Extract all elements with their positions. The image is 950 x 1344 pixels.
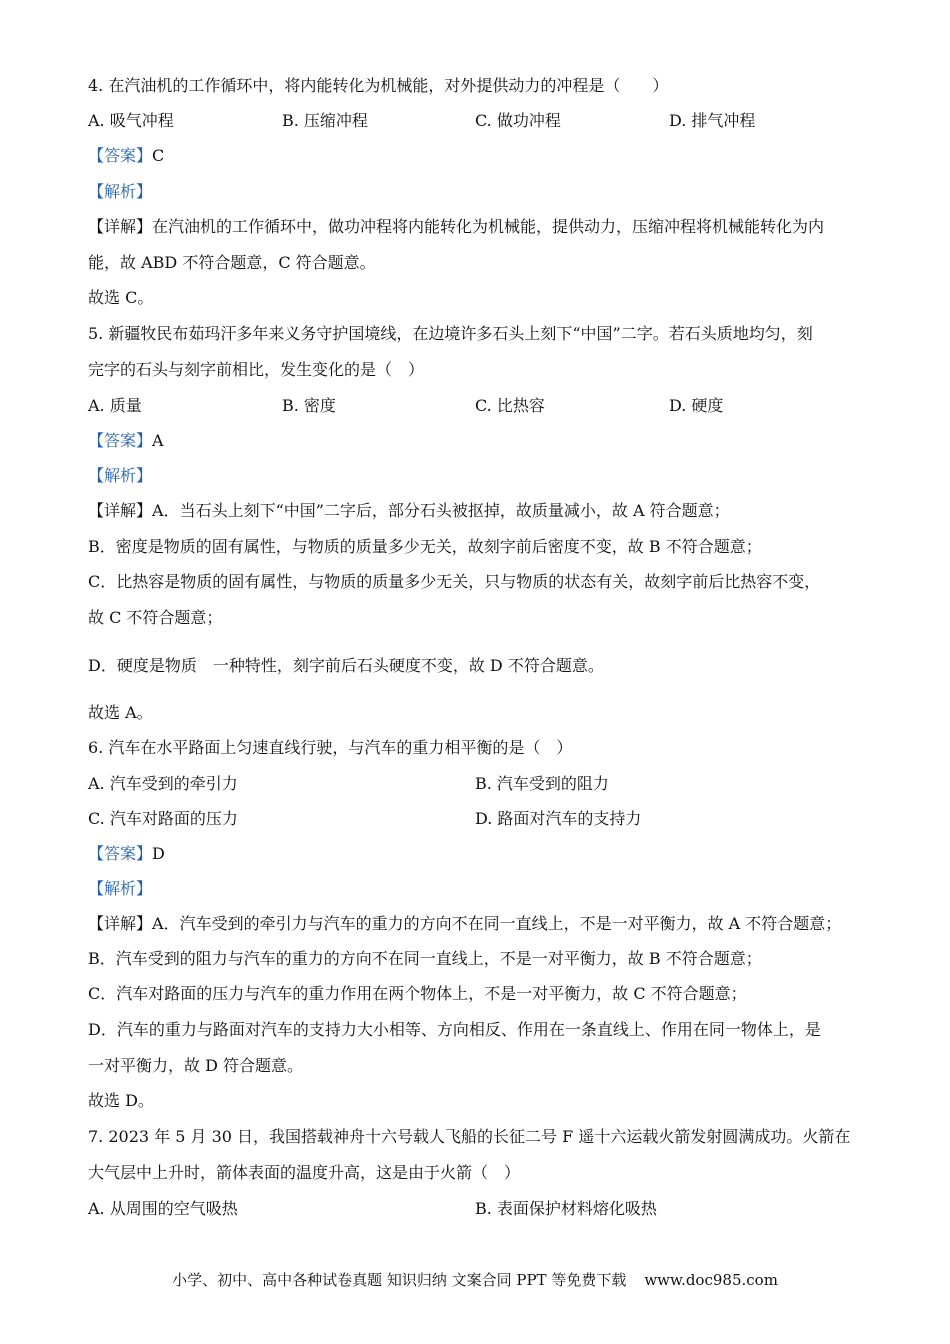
page-footer <box>0 1270 950 1290</box>
q7-stem-2: 大气层中上升时，箭体表面的温度升高，这是由于火箭（ ） <box>88 1163 521 1182</box>
answer-value: A <box>152 431 164 450</box>
answer-value: C <box>152 146 165 165</box>
answer-tag: 【答案】 <box>88 431 153 450</box>
q4-option-a: A. 吸气冲程 <box>88 111 174 130</box>
detail-text: 在汽油机的工作循环中，做功冲程将内能转化为机械能，提供动力，压缩冲程将机械能转化为内 <box>152 217 825 236</box>
q5-stem-1: 5. 新疆牧民布茹玛汗多年来义务守护国境线，在边境许多石头上刻下“中国”二字。若石头质地均匀，刻 <box>88 324 813 343</box>
q6-detail-3: C．汽车对路面的压力与汽车的重力作用在两个物体上，不是一对平衡力，故 C 不符合题意； <box>88 984 747 1003</box>
q6-detail-4: D．汽车的重力与路面对汽车的支持力大小相等、方向相反、作用在一条直线上、作用在同一物体上，是 <box>88 1020 821 1039</box>
q5-analysis-tag: 【解析】 <box>88 466 153 485</box>
q5-option-d: D. 硬度 <box>669 396 724 415</box>
q4-detail-1 <box>88 217 824 237</box>
q6-detail-5: 一对平衡力，故 D 符合题意。 <box>88 1056 304 1075</box>
q5-choose: 故选 A。 <box>88 703 153 722</box>
q4-detail-2: 能，故 ABD 不符合题意，C 符合题意。 <box>88 253 376 272</box>
q6-option-b: B. 汽车受到的阻力 <box>475 774 609 793</box>
q6-detail-1 <box>88 914 841 934</box>
q5-detail-2: B．密度是物质的固有属性，与物质的质量多少无关，故刻字前后密度不变，故 B 不符合题意； <box>88 537 762 556</box>
q4-option-b: B. 压缩冲程 <box>282 111 368 130</box>
detail-tag: 【详解】 <box>88 217 153 236</box>
q5-option-b: B. 密度 <box>282 396 336 415</box>
q4-option-c: C. 做功冲程 <box>475 111 561 130</box>
q7-option-b: B. 表面保护材料熔化吸热 <box>475 1199 657 1218</box>
q5-detail-1 <box>88 501 730 521</box>
answer-value: D <box>152 844 165 863</box>
q6-option-a: A. 汽车受到的牵引力 <box>88 774 238 793</box>
q4-analysis-tag: 【解析】 <box>88 182 153 201</box>
footer-text: 小学、初中、高中各种试卷真题 知识归纳 文案合同 PPT 等免费下载 <box>172 1271 627 1289</box>
answer-tag: 【答案】 <box>88 146 153 165</box>
q6-choose: 故选 D。 <box>88 1091 154 1110</box>
q4-option-d: D. 排气冲程 <box>669 111 756 130</box>
answer-tag: 【答案】 <box>88 844 153 863</box>
q5-detail-3: C．比热容是物质的固有属性，与物质的质量多少无关，只与物质的状态有关，故刻字前后比热容不变， <box>88 572 821 591</box>
q6-answer <box>88 844 165 864</box>
q6-option-d: D. 路面对汽车的支持力 <box>475 809 642 828</box>
q5-detail-5: D．硬度是物质 一种特性，刻字前后石头硬度不变，故 D 不符合题意。 <box>88 656 604 675</box>
q5-answer <box>88 431 164 451</box>
q5-option-a: A. 质量 <box>88 396 142 415</box>
q6-option-c: C. 汽车对路面的压力 <box>88 809 238 828</box>
q4-answer <box>88 146 164 166</box>
q6-analysis-tag: 【解析】 <box>88 879 153 898</box>
q5-detail-4: 故 C 不符合题意； <box>88 608 223 627</box>
footer-url[interactable]: www.doc985.com <box>644 1271 778 1289</box>
q4-stem: 4. 在汽油机的工作循环中，将内能转化为机械能，对外提供动力的冲程是（ ） <box>88 76 669 95</box>
detail-text: A．汽车受到的牵引力与汽车的重力的方向不在同一直线上，不是一对平衡力，故 A 不符合题意； <box>152 914 842 933</box>
detail-tag: 【详解】 <box>88 501 153 520</box>
q7-option-a: A. 从周围的空气吸热 <box>88 1199 238 1218</box>
q6-stem: 6. 汽车在水平路面上匀速直线行驶，与汽车的重力相平衡的是（ ） <box>88 738 573 757</box>
detail-tag: 【详解】 <box>88 914 153 933</box>
detail-text: A．当石头上刻下“中国”二字后，部分石头被抠掉，故质量减小，故 A 符合题意； <box>152 501 730 520</box>
q6-detail-2: B．汽车受到的阻力与汽车的重力的方向不在同一直线上，不是一对平衡力，故 B 不符合题意； <box>88 949 762 968</box>
q4-choose: 故选 C。 <box>88 288 154 307</box>
q7-stem-1: 7. 2023 年 5 月 30 日，我国搭载神舟十六号载人飞船的长征二号 F 遥十六运载火箭发射圆满成功。火箭在 <box>88 1127 851 1146</box>
q5-stem-2: 完字的石头与刻字前相比，发生变化的是（ ） <box>88 360 425 379</box>
q5-option-c: C. 比热容 <box>475 396 545 415</box>
